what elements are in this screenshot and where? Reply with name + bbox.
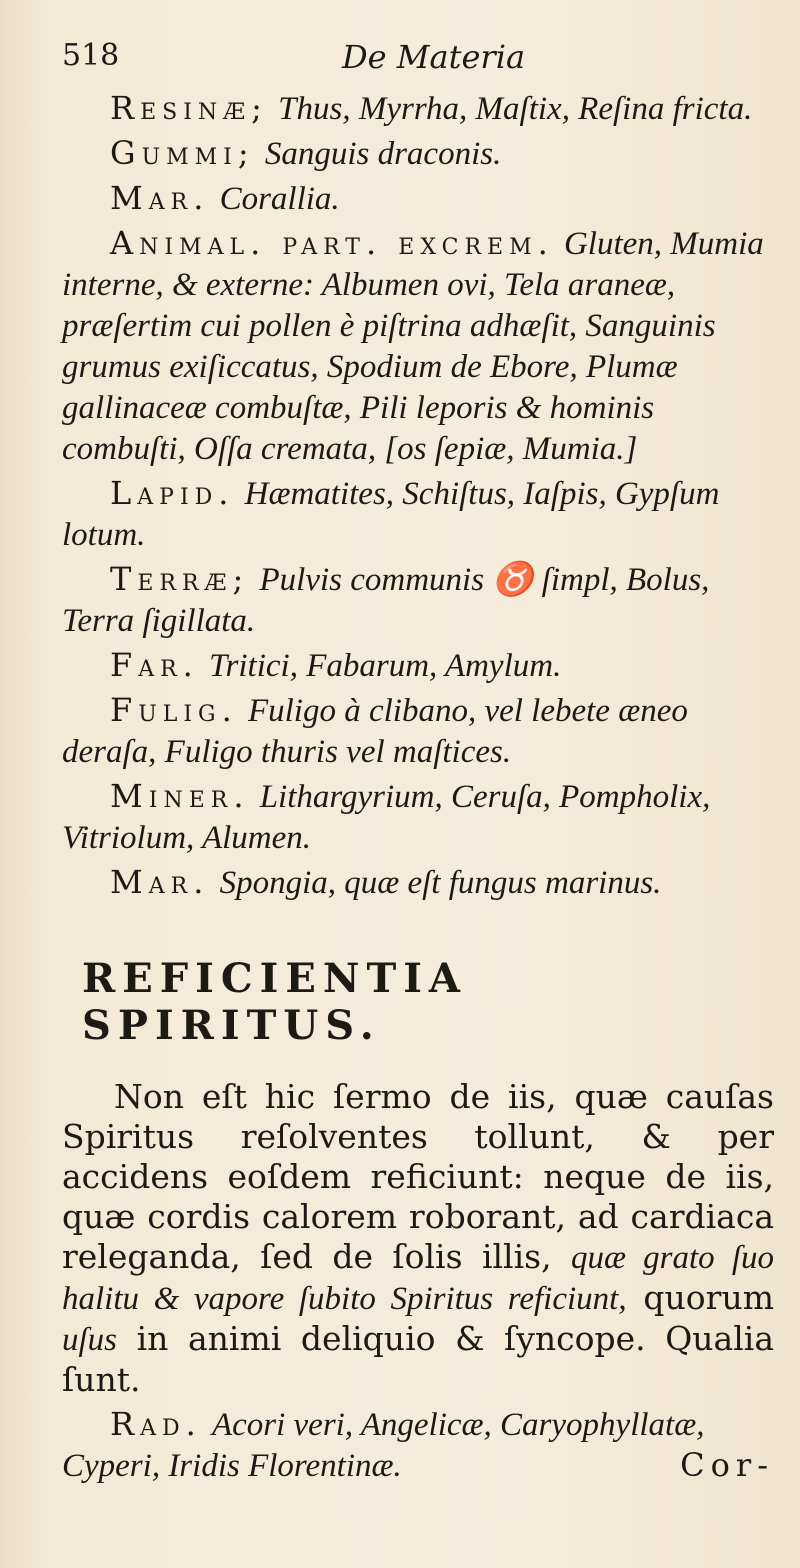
entry-text: Lithargyrium, Ceruſa, Pompholix, Vitriolum, Alumen.: [62, 779, 711, 856]
running-head: [62, 38, 774, 88]
entry-gummi: [62, 133, 774, 174]
entry-text: Hæmatites, Schiſtus, Iaſpis, Gypſum lotum.: [62, 476, 720, 553]
entry-terrae: [62, 559, 774, 641]
entry-lead: Animal. part. excrem.: [110, 224, 554, 262]
entry-lead: Resinæ;: [110, 89, 268, 127]
entry-mar: [62, 178, 774, 219]
entry-text: Sanguis draconis.: [264, 136, 502, 172]
entry-text: Tritici, Fabarum, Amylum.: [209, 648, 562, 684]
entry-text: Corallia.: [219, 181, 340, 217]
entry-lead: Far.: [110, 646, 199, 684]
entry-miner: [62, 776, 774, 858]
paragraph-text: in animi deliquio & ſyncope. Qualia ſunt.: [62, 1319, 774, 1399]
entry-lapid: [62, 473, 774, 555]
entry-lead: Fulig.: [110, 691, 238, 729]
entry-lead: Gummi;: [110, 134, 255, 172]
entry-list: [62, 88, 774, 903]
entry-rad: [62, 1404, 774, 1486]
paragraph-text: Non eſt hic ſermo de iis, quæ cauſas Spiritus reſolventes tollunt, & per accidens eoſdem reficiunt: neque de iis, quæ cordis calorem roborant, ad cardiaca releganda, ſed de ſolis illis,: [62, 1077, 774, 1276]
entry-far: [62, 645, 774, 686]
entry-fulig: [62, 690, 774, 772]
entry-lead: Miner.: [110, 777, 250, 815]
entry-lead: Mar.: [110, 863, 210, 901]
entry-lead: Mar.: [110, 179, 210, 217]
entry-resinae: [62, 88, 774, 129]
entry-text: Spongia, quæ eſt fungus marinus.: [219, 865, 662, 901]
section-heading: REFICIENTIA SPIRITUS.: [82, 955, 467, 1049]
entry-lead: Lapid.: [110, 474, 235, 512]
entry-lead: Rad.: [110, 1405, 202, 1443]
entry-mar-2: [62, 862, 774, 903]
paragraph-italic: uſus: [62, 1322, 118, 1358]
entry-text: Thus, Myrrha, Maſtix, Reſina fricta.: [278, 91, 753, 127]
running-title: De Materia: [342, 38, 526, 76]
section-paragraph: [62, 1077, 774, 1400]
entry-text: Acori veri, Angelicæ, Caryophyllatæ, Cyperi, Iridis Florentinæ.: [62, 1407, 705, 1484]
entry-text: Gluten, Mumia interne, & externe: Albumen ovi, Tela araneæ, præſertim cui pollen è piſtrina adhæſit, Sanguinis grumus exiſiccatus, Spodium de Ebore, Plumæ gallinaceæ combuſtæ, Pili leporis & hominis combuſti, Oſſa cremata, [os ſepiæ, Mumia.]: [62, 226, 764, 467]
paragraph-italic: quæ grato ſuo halitu & vapore ſubito Spiritus reficiunt,: [62, 1240, 774, 1317]
catchword: Cor-: [680, 1446, 774, 1484]
entry-text: Pulvis communis ♉ ſimpl, Bolus, Terra ſigillata.: [62, 562, 710, 639]
paragraph-text: quorum: [643, 1278, 774, 1317]
entry-lead: Terræ;: [110, 560, 250, 598]
entry-text: Fuligo à clibano, vel lebete æneo deraſa, Fuligo thuris vel maſtices.: [62, 693, 688, 770]
entry-animal: [62, 223, 774, 469]
page-number: 518: [62, 38, 120, 73]
